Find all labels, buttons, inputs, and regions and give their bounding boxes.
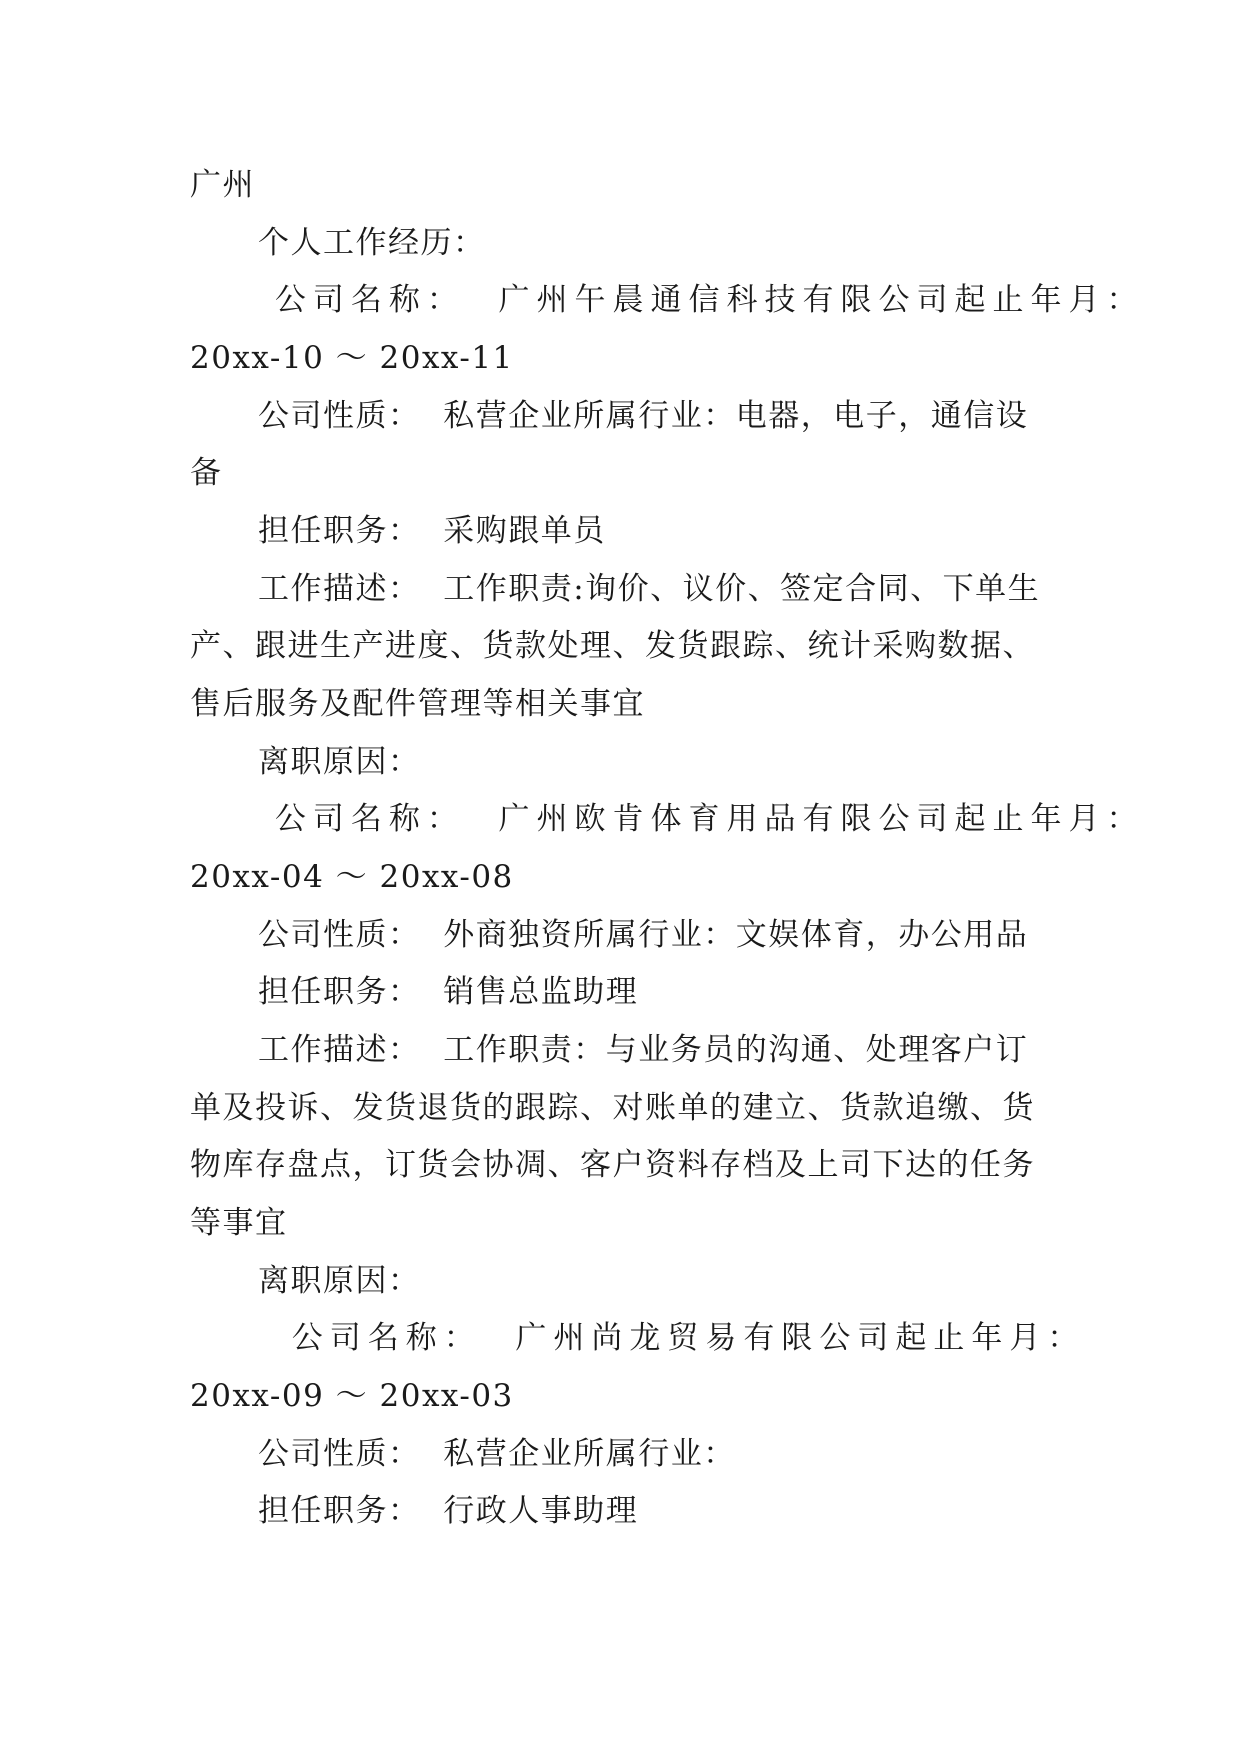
position-line: 担任职务： 销售总监助理	[258, 974, 639, 1010]
date-range-line: 20xx-09 ～ 20xx-03	[190, 1378, 514, 1414]
company-name-line: 公司名称： 广州尚龙贸易有限公司起止年月：	[258, 1320, 1086, 1356]
date-range-line: 20xx-10 ～ 20xx-11	[190, 340, 514, 376]
text-line: 备	[190, 455, 223, 491]
text-line: 物库存盘点，订货会协凋、客户资料存档及上司下达的任务	[190, 1147, 1035, 1183]
company-name-line: 公司名称： 广州欧肯体育用品有限公司起止年月：	[258, 801, 1145, 837]
company-nature-line: 公司性质： 外商独资所属行业：文娱体育，办公用品	[258, 917, 1029, 953]
position-line: 担任职务： 采购跟单员	[258, 513, 606, 549]
text-line: 产、跟进生产进度、货款处理、发货跟踪、统计采购数据、	[190, 628, 1035, 664]
section-heading-work-history: 个人工作经历：	[258, 225, 486, 261]
text-line: 售后服务及配件管理等相关事宜	[190, 686, 645, 722]
leave-reason-line: 离职原因：	[258, 1263, 421, 1299]
job-description-line: 工作描述： 工作职责:询价、议价、签定合同、下单生	[258, 571, 1041, 607]
company-nature-line: 公司性质： 私营企业所属行业：电器，电子，通信设	[258, 398, 1029, 434]
company-nature-line: 公司性质： 私营企业所属行业：	[258, 1436, 736, 1472]
leave-reason-line: 离职原因：	[258, 744, 421, 780]
text-line: 等事宜	[190, 1205, 288, 1241]
date-range-line: 20xx-04 ～ 20xx-08	[190, 859, 514, 895]
company-name-line: 公司名称： 广州午晨通信科技有限公司起止年月：	[258, 282, 1145, 318]
text-line: 广州	[190, 167, 255, 203]
job-description-line: 工作描述： 工作职责：与业务员的沟通、处理客户订	[258, 1032, 1029, 1068]
text-line: 单及投诉、发货退货的跟踪、对账单的建立、货款追缴、货	[190, 1090, 1035, 1126]
position-line: 担任职务： 行政人事助理	[258, 1493, 639, 1529]
